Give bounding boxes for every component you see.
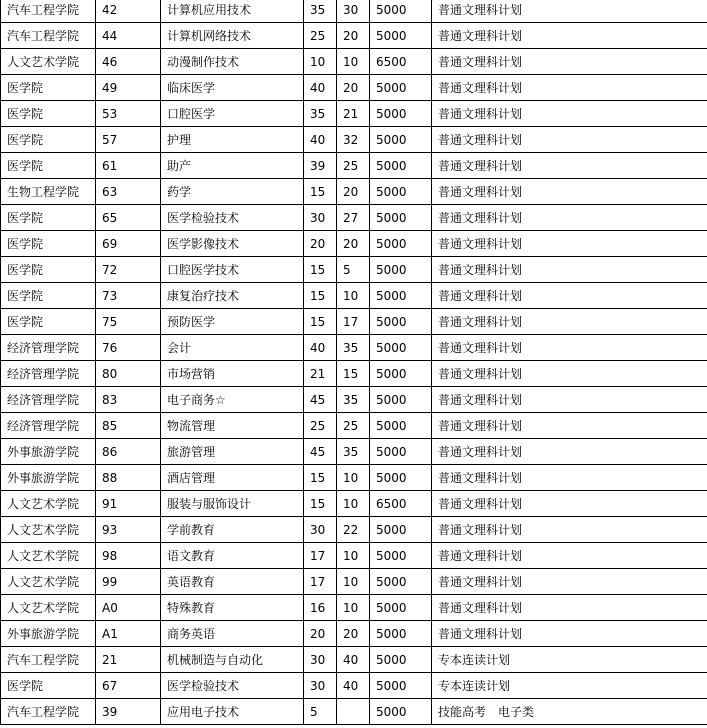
table-row — [1, 179, 707, 205]
table-row — [1, 231, 707, 257]
count-b-cell — [337, 699, 370, 725]
table-row — [1, 491, 707, 517]
count-a-cell: 20 — [304, 231, 337, 257]
code-cell: 86 — [96, 439, 161, 465]
fee-cell: 5000 — [370, 465, 432, 491]
count-b-cell: 20 — [337, 231, 370, 257]
plan-cell: 普通文理科计划 — [432, 153, 707, 179]
count-a-cell: 40 — [304, 335, 337, 361]
fee-cell: 6500 — [370, 49, 432, 75]
major-cell: 语文教育 — [161, 543, 304, 569]
count-b-cell: 25 — [337, 413, 370, 439]
college-cell: 医学院 — [1, 101, 96, 127]
fee-cell: 5000 — [370, 101, 432, 127]
table-row — [1, 101, 707, 127]
count-a-cell: 25 — [304, 23, 337, 49]
fee-cell: 5000 — [370, 517, 432, 543]
fee-cell: 5000 — [370, 205, 432, 231]
code-cell: 88 — [96, 465, 161, 491]
count-b-cell: 20 — [337, 621, 370, 647]
college-cell: 经济管理学院 — [1, 335, 96, 361]
table-row — [1, 335, 707, 361]
code-cell: 57 — [96, 127, 161, 153]
major-cell: 酒店管理 — [161, 465, 304, 491]
major-cell: 护理 — [161, 127, 304, 153]
table-row — [1, 153, 707, 179]
plan-cell: 普通文理科计划 — [432, 23, 707, 49]
fee-cell: 5000 — [370, 153, 432, 179]
fee-cell: 5000 — [370, 621, 432, 647]
table-row — [1, 75, 707, 101]
count-b-cell: 20 — [337, 75, 370, 101]
college-cell: 汽车工程学院 — [1, 23, 96, 49]
major-cell: 特殊教育 — [161, 595, 304, 621]
major-cell: 应用电子技术 — [161, 699, 304, 725]
code-cell: 76 — [96, 335, 161, 361]
plan-cell: 普通文理科计划 — [432, 543, 707, 569]
fee-cell: 5000 — [370, 647, 432, 673]
fee-cell: 5000 — [370, 309, 432, 335]
table-body — [1, 0, 707, 725]
fee-cell: 5000 — [370, 569, 432, 595]
major-cell: 临床医学 — [161, 75, 304, 101]
count-b-cell: 10 — [337, 595, 370, 621]
count-b-cell: 10 — [337, 465, 370, 491]
fee-cell: 5000 — [370, 387, 432, 413]
plan-cell: 普通文理科计划 — [432, 465, 707, 491]
college-cell: 医学院 — [1, 257, 96, 283]
major-cell: 电子商务☆ — [161, 387, 304, 413]
table-row — [1, 621, 707, 647]
count-b-cell: 15 — [337, 361, 370, 387]
major-cell: 学前教育 — [161, 517, 304, 543]
table-row — [1, 257, 707, 283]
college-cell: 人文艺术学院 — [1, 517, 96, 543]
major-cell: 助产 — [161, 153, 304, 179]
code-cell: 67 — [96, 673, 161, 699]
code-cell: 99 — [96, 569, 161, 595]
major-cell: 机械制造与自动化 — [161, 647, 304, 673]
major-cell: 康复治疗技术 — [161, 283, 304, 309]
plan-cell: 专本连读计划 — [432, 647, 707, 673]
code-cell: 46 — [96, 49, 161, 75]
code-cell: 80 — [96, 361, 161, 387]
college-cell: 医学院 — [1, 205, 96, 231]
plan-cell: 普通文理科计划 — [432, 127, 707, 153]
count-b-cell: 10 — [337, 543, 370, 569]
count-a-cell: 40 — [304, 75, 337, 101]
count-a-cell: 15 — [304, 283, 337, 309]
major-cell: 英语教育 — [161, 569, 304, 595]
table-row — [1, 569, 707, 595]
count-a-cell: 30 — [304, 673, 337, 699]
code-cell: 73 — [96, 283, 161, 309]
count-a-cell: 5 — [304, 699, 337, 725]
count-b-cell: 21 — [337, 101, 370, 127]
count-a-cell: 16 — [304, 595, 337, 621]
count-b-cell: 40 — [337, 647, 370, 673]
college-cell: 经济管理学院 — [1, 361, 96, 387]
count-a-cell: 39 — [304, 153, 337, 179]
college-cell: 人文艺术学院 — [1, 543, 96, 569]
major-cell: 计算机网络技术 — [161, 23, 304, 49]
table-row — [1, 647, 707, 673]
code-cell: 91 — [96, 491, 161, 517]
plan-cell: 普通文理科计划 — [432, 621, 707, 647]
plan-cell: 普通文理科计划 — [432, 387, 707, 413]
college-cell: 外事旅游学院 — [1, 621, 96, 647]
code-cell: 69 — [96, 231, 161, 257]
major-cell: 市场营销 — [161, 361, 304, 387]
count-b-cell: 20 — [337, 179, 370, 205]
fee-cell: 6500 — [370, 491, 432, 517]
table-row — [1, 23, 707, 49]
count-b-cell: 32 — [337, 127, 370, 153]
count-a-cell: 35 — [304, 0, 337, 23]
code-cell: 21 — [96, 647, 161, 673]
major-cell: 预防医学 — [161, 309, 304, 335]
major-cell: 药学 — [161, 179, 304, 205]
code-cell: 83 — [96, 387, 161, 413]
count-a-cell: 15 — [304, 309, 337, 335]
fee-cell: 5000 — [370, 127, 432, 153]
code-cell: 44 — [96, 23, 161, 49]
table-row — [1, 699, 707, 725]
table-row — [1, 595, 707, 621]
count-a-cell: 15 — [304, 491, 337, 517]
code-cell: 85 — [96, 413, 161, 439]
fee-cell: 5000 — [370, 0, 432, 23]
plan-cell: 普通文理科计划 — [432, 101, 707, 127]
major-cell: 动漫制作技术 — [161, 49, 304, 75]
table-row — [1, 309, 707, 335]
college-cell: 医学院 — [1, 75, 96, 101]
college-cell: 外事旅游学院 — [1, 465, 96, 491]
code-cell: 49 — [96, 75, 161, 101]
plan-cell: 技能高考 电子类 — [432, 699, 707, 725]
code-cell: 72 — [96, 257, 161, 283]
plan-cell: 普通文理科计划 — [432, 439, 707, 465]
count-a-cell: 15 — [304, 179, 337, 205]
count-b-cell: 22 — [337, 517, 370, 543]
table-row — [1, 543, 707, 569]
code-cell: A1 — [96, 621, 161, 647]
count-b-cell: 10 — [337, 49, 370, 75]
count-b-cell: 35 — [337, 387, 370, 413]
college-cell: 医学院 — [1, 153, 96, 179]
college-cell: 人文艺术学院 — [1, 49, 96, 75]
count-b-cell: 40 — [337, 673, 370, 699]
college-cell: 汽车工程学院 — [1, 647, 96, 673]
major-cell: 医学检验技术 — [161, 673, 304, 699]
college-cell: 人文艺术学院 — [1, 491, 96, 517]
fee-cell: 5000 — [370, 439, 432, 465]
fee-cell: 5000 — [370, 361, 432, 387]
plan-cell: 普通文理科计划 — [432, 491, 707, 517]
plan-cell: 普通文理科计划 — [432, 179, 707, 205]
table-row — [1, 205, 707, 231]
count-b-cell: 5 — [337, 257, 370, 283]
code-cell: A0 — [96, 595, 161, 621]
plan-cell: 普通文理科计划 — [432, 517, 707, 543]
plan-cell: 普通文理科计划 — [432, 231, 707, 257]
college-cell: 生物工程学院 — [1, 179, 96, 205]
plan-cell: 普通文理科计划 — [432, 205, 707, 231]
major-cell: 计算机应用技术 — [161, 0, 304, 23]
college-cell: 医学院 — [1, 127, 96, 153]
college-cell: 经济管理学院 — [1, 413, 96, 439]
plan-cell: 普通文理科计划 — [432, 283, 707, 309]
count-b-cell: 10 — [337, 283, 370, 309]
code-cell: 42 — [96, 0, 161, 23]
fee-cell: 5000 — [370, 75, 432, 101]
count-a-cell: 30 — [304, 517, 337, 543]
major-cell: 医学检验技术 — [161, 205, 304, 231]
major-cell: 服装与服饰设计 — [161, 491, 304, 517]
count-b-cell: 10 — [337, 569, 370, 595]
table-row — [1, 49, 707, 75]
college-cell: 外事旅游学院 — [1, 439, 96, 465]
plan-cell: 专本连读计划 — [432, 673, 707, 699]
code-cell: 98 — [96, 543, 161, 569]
major-cell: 医学影像技术 — [161, 231, 304, 257]
count-a-cell: 17 — [304, 569, 337, 595]
count-a-cell: 40 — [304, 127, 337, 153]
count-a-cell: 45 — [304, 439, 337, 465]
fee-cell: 5000 — [370, 543, 432, 569]
table-row — [1, 0, 707, 23]
fee-cell: 5000 — [370, 699, 432, 725]
major-cell: 旅游管理 — [161, 439, 304, 465]
count-a-cell: 30 — [304, 647, 337, 673]
plan-cell: 普通文理科计划 — [432, 361, 707, 387]
count-b-cell: 35 — [337, 439, 370, 465]
count-a-cell: 20 — [304, 621, 337, 647]
table-row — [1, 517, 707, 543]
count-a-cell: 35 — [304, 101, 337, 127]
count-a-cell: 15 — [304, 257, 337, 283]
plan-cell: 普通文理科计划 — [432, 257, 707, 283]
count-b-cell: 10 — [337, 491, 370, 517]
plan-cell: 普通文理科计划 — [432, 413, 707, 439]
college-cell: 人文艺术学院 — [1, 595, 96, 621]
plan-cell: 普通文理科计划 — [432, 335, 707, 361]
plan-cell: 普通文理科计划 — [432, 309, 707, 335]
fee-cell: 5000 — [370, 673, 432, 699]
plan-cell: 普通文理科计划 — [432, 49, 707, 75]
plan-cell: 普通文理科计划 — [432, 595, 707, 621]
count-a-cell: 25 — [304, 413, 337, 439]
code-cell: 61 — [96, 153, 161, 179]
major-cell: 会计 — [161, 335, 304, 361]
fee-cell: 5000 — [370, 595, 432, 621]
code-cell: 75 — [96, 309, 161, 335]
college-cell: 人文艺术学院 — [1, 569, 96, 595]
plan-cell: 普通文理科计划 — [432, 0, 707, 23]
college-cell: 医学院 — [1, 231, 96, 257]
fee-cell: 5000 — [370, 413, 432, 439]
code-cell: 39 — [96, 699, 161, 725]
college-cell: 汽车工程学院 — [1, 699, 96, 725]
table-row — [1, 127, 707, 153]
count-b-cell: 20 — [337, 23, 370, 49]
fee-cell: 5000 — [370, 23, 432, 49]
code-cell: 53 — [96, 101, 161, 127]
code-cell: 93 — [96, 517, 161, 543]
table-row — [1, 413, 707, 439]
fee-cell: 5000 — [370, 283, 432, 309]
major-cell: 物流管理 — [161, 413, 304, 439]
college-cell: 经济管理学院 — [1, 387, 96, 413]
fee-cell: 5000 — [370, 257, 432, 283]
plan-cell: 普通文理科计划 — [432, 569, 707, 595]
table-row — [1, 465, 707, 491]
college-cell: 汽车工程学院 — [1, 0, 96, 23]
major-cell: 口腔医学技术 — [161, 257, 304, 283]
table-row — [1, 673, 707, 699]
college-cell: 医学院 — [1, 309, 96, 335]
count-b-cell: 35 — [337, 335, 370, 361]
count-b-cell: 30 — [337, 0, 370, 23]
count-b-cell: 25 — [337, 153, 370, 179]
count-a-cell: 21 — [304, 361, 337, 387]
count-b-cell: 17 — [337, 309, 370, 335]
college-cell: 医学院 — [1, 673, 96, 699]
fee-cell: 5000 — [370, 335, 432, 361]
count-a-cell: 10 — [304, 49, 337, 75]
table-row — [1, 439, 707, 465]
count-a-cell: 17 — [304, 543, 337, 569]
table-row — [1, 361, 707, 387]
major-cell: 口腔医学 — [161, 101, 304, 127]
count-a-cell: 45 — [304, 387, 337, 413]
count-a-cell: 30 — [304, 205, 337, 231]
major-cell: 商务英语 — [161, 621, 304, 647]
plan-cell: 普通文理科计划 — [432, 75, 707, 101]
table-row — [1, 387, 707, 413]
code-cell: 65 — [96, 205, 161, 231]
fee-cell: 5000 — [370, 231, 432, 257]
count-a-cell: 15 — [304, 465, 337, 491]
fee-cell: 5000 — [370, 179, 432, 205]
table-row — [1, 283, 707, 309]
college-cell: 医学院 — [1, 283, 96, 309]
count-b-cell: 27 — [337, 205, 370, 231]
code-cell: 63 — [96, 179, 161, 205]
